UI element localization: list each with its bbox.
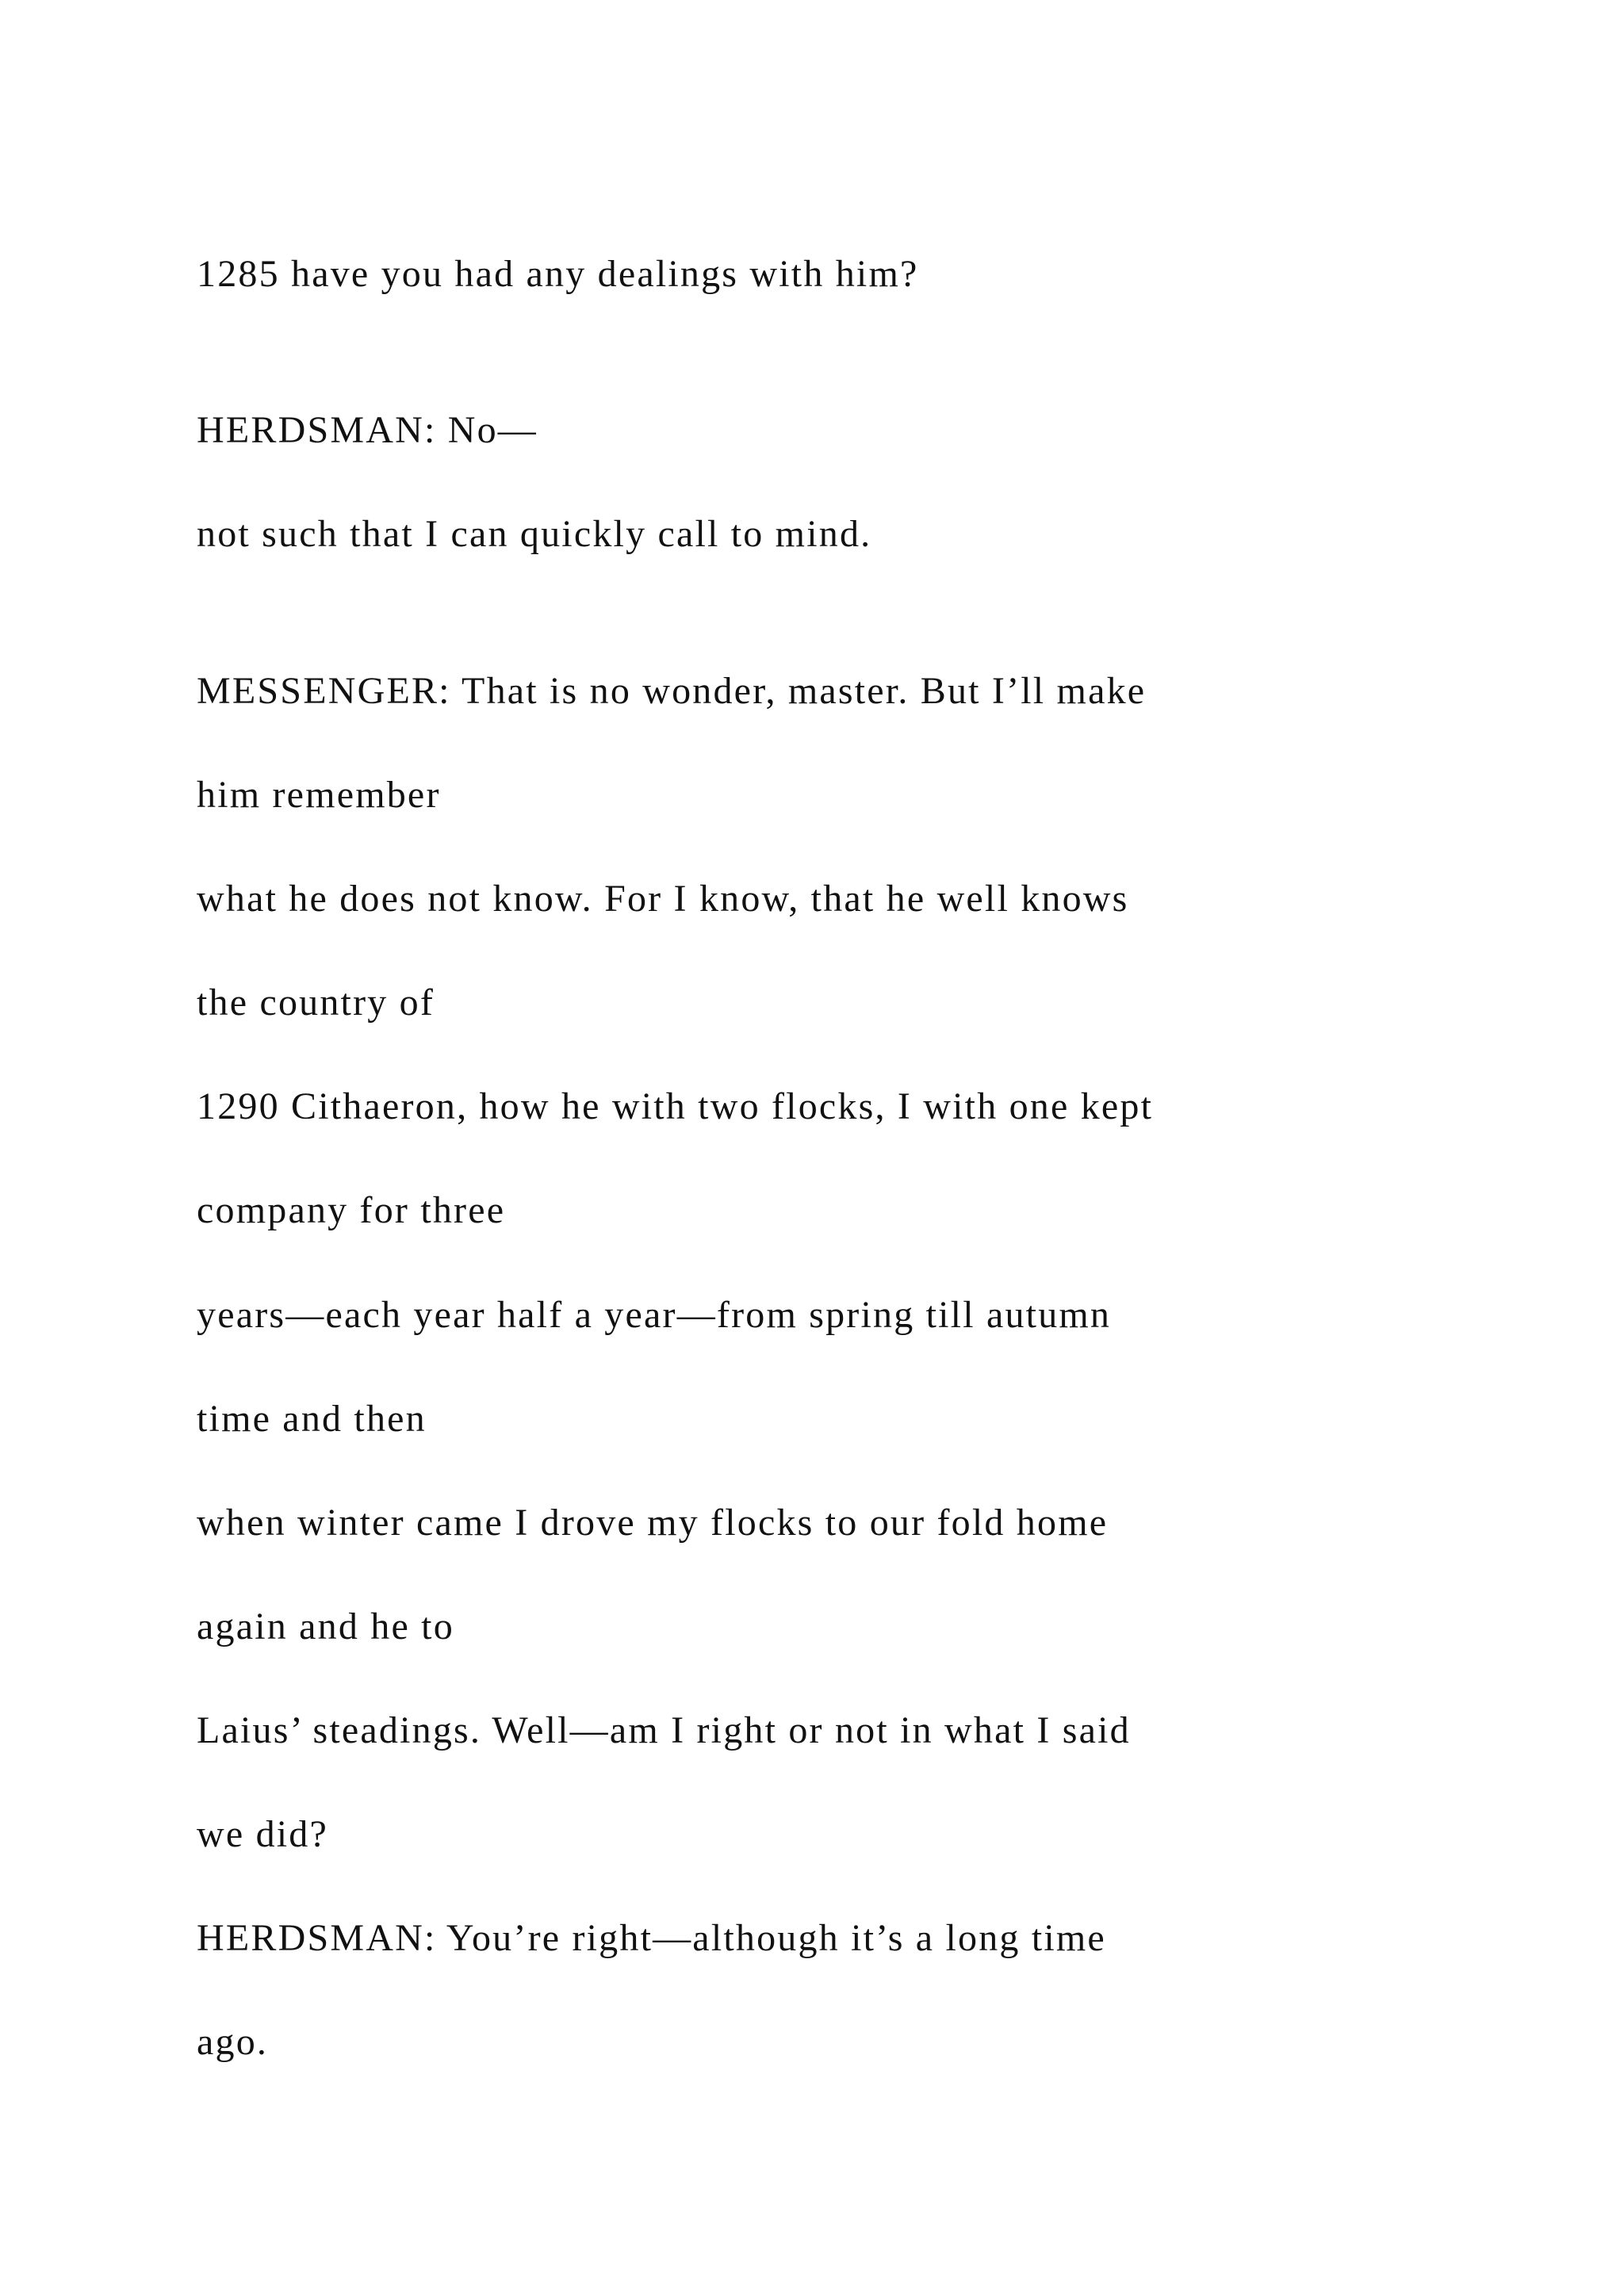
text-line: HERDSMAN: No—: [197, 409, 538, 451]
text-line: what he does not know. For I know, that he well knows: [197, 878, 1129, 920]
text-line: the country of: [197, 982, 435, 1024]
text-line: Laius’ steadings. Well—am I right or not in what I said: [197, 1709, 1131, 1751]
text-line: we did?: [197, 1813, 329, 1855]
text-line: 1285 have you had any dealings with him?: [197, 253, 919, 295]
text-line: not such that I can quickly call to mind.: [197, 513, 872, 555]
text-line: ago.: [197, 2021, 269, 2063]
text-line: when winter came I drove my flocks to our fold home: [197, 1502, 1109, 1544]
text-line: MESSENGER: That is no wonder, master. But I’ll make: [197, 670, 1147, 712]
text-line: again and he to: [197, 1605, 454, 1647]
text-line: time and then: [197, 1398, 427, 1440]
text-line: him remember: [197, 774, 441, 816]
text-line: HERDSMAN: You’re right—although it’s a long time: [197, 1917, 1106, 1959]
text-line: 1290 Cithaeron, how he with two flocks, I with one kept: [197, 1085, 1154, 1127]
text-line: company for three: [197, 1189, 506, 1231]
text-line: years—each year half a year—from spring till autumn: [197, 1294, 1112, 1336]
